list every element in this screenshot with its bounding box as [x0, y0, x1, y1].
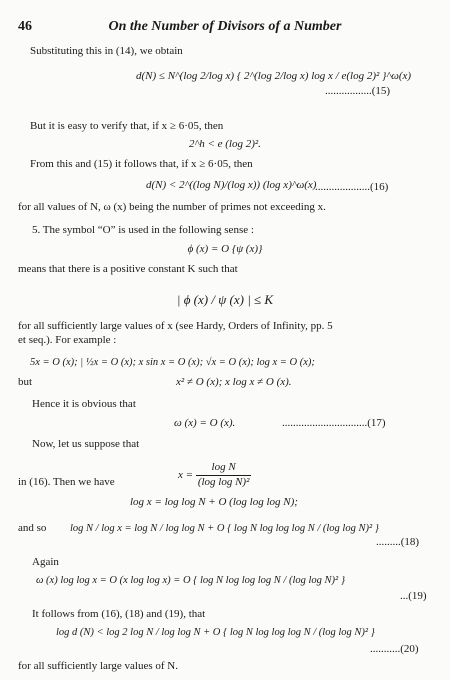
text-line: It follows from (16), (18) and (19), that — [32, 608, 206, 620]
examples-line-1: 5x = O (x); | ½x = O (x); x sin x = O (x); √x = O (x); log x = O (x); — [30, 357, 315, 368]
equation-tag-15: .................(15) — [325, 85, 391, 97]
text-line: for all values of N, ω (x) being the number of primes not exceeding x. — [18, 201, 326, 213]
equation-x-denominator: (log log N)² — [197, 475, 250, 488]
equation-20: log d (N) < log 2 log N / log log N + O { log N log log log N / (log log N)² } — [56, 627, 375, 638]
text-line: But it is easy to verify that, if x ≥ 6·05, then — [30, 120, 224, 132]
text-line: and so — [18, 522, 47, 534]
page-number: 46 — [18, 19, 32, 34]
text-line: et seq.). For example : — [18, 334, 117, 346]
equation-x-lhs: x = — [178, 468, 194, 481]
text-line: for all sufficiently large values of N. — [18, 660, 178, 672]
equation-15: d(N) ≤ N^(log 2/log x) { 2^(log 2/log x) log x / e(log 2)² }^ω(x) — [136, 70, 412, 82]
equation-tag-20: ...........(20) — [370, 643, 419, 655]
equation-x-definition — [178, 461, 251, 490]
equation-19: ω (x) log log x = O (x log log x) = O { log N log log log N / (log log N)² } — [36, 575, 346, 586]
equation-bounded-ratio: | ϕ (x) / ψ (x) | ≤ K — [176, 292, 274, 307]
section-5-line: 5. The symbol “O” is used in the following sense : — [32, 224, 254, 236]
equation-16: d(N) < 2^((log N)/(log x)) (log x)^ω(x) — [146, 179, 317, 191]
equation-O-definition: ϕ (x) = O {ψ (x)} — [187, 243, 263, 255]
text-line: means that there is a positive constant K such that — [18, 263, 238, 275]
text-line: for all sufficiently large values of x (see Hardy, Orders of Infinity, pp. 5 — [18, 320, 333, 332]
text-line: Hence it is obvious that — [32, 398, 136, 410]
equation-x-fraction — [196, 461, 252, 490]
examples-lead: but — [18, 376, 33, 388]
running-title: On the Number of Divisors of a Number — [108, 19, 342, 34]
equation-tag-19: ...(19) — [400, 590, 427, 602]
running-header — [18, 18, 432, 36]
equation-tag-17: ...............................(17) — [282, 417, 386, 429]
equation-18: log N / log x = log N / log log N + O { log N log log log N / (log log N)² } — [70, 523, 379, 534]
text-line: Again — [32, 556, 59, 568]
text-line: Substituting this in (14), we obtain — [30, 45, 183, 57]
equation-x-numerator: log N — [196, 461, 252, 476]
equation-tag-18: .........(18) — [376, 536, 420, 548]
text-line: From this and (15) it follows that, if x ≥ 6·05, then — [30, 158, 253, 170]
examples-line-2: x² ≠ O (x); x log x ≠ O (x). — [176, 376, 292, 388]
text-line: in (16). Then we have — [18, 476, 115, 488]
text-line: Now, let us suppose that — [32, 438, 140, 450]
equation-17: ω (x) = O (x). — [174, 417, 236, 429]
equation-tag-16: ....................(16) — [315, 181, 389, 193]
equation-2h: 2^h < e (log 2)². — [189, 138, 261, 150]
equation-log-x: log x = log log N + O (log log log N); — [130, 496, 298, 508]
